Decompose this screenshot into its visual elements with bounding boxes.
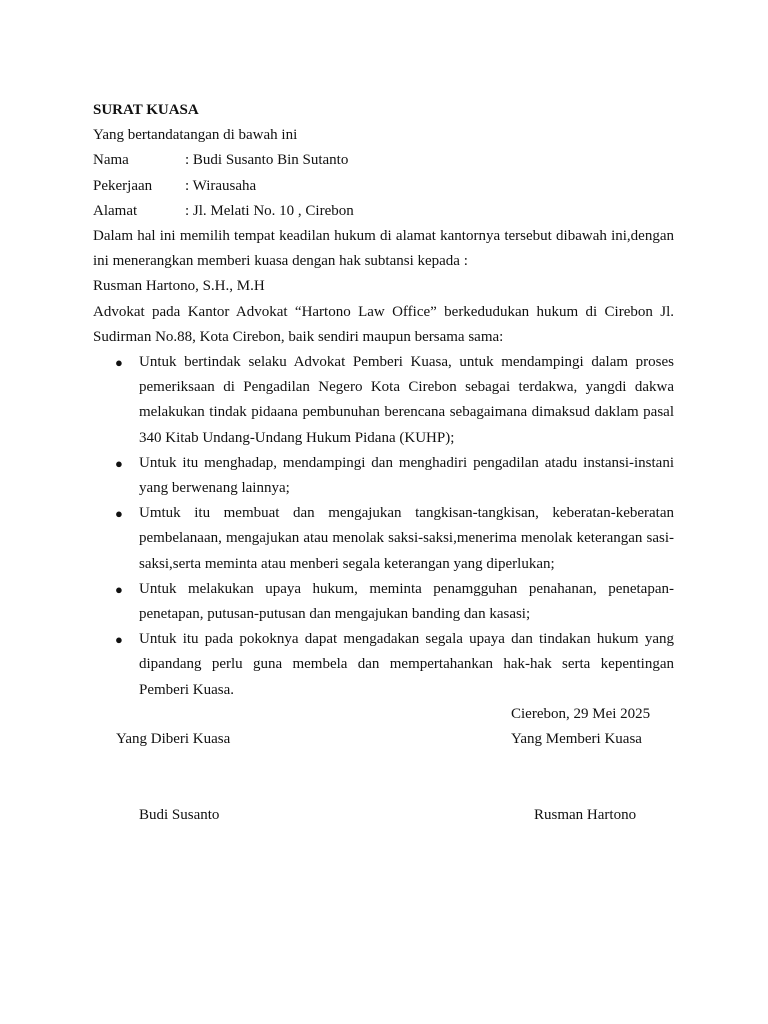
recipient-signer-name: Budi Susanto: [139, 807, 220, 823]
list-item-text: Untuk itu menghadap, mendampingi dan menghadiri pengadilan atadu instansi-instani yang berwenang lainnya;: [139, 454, 674, 497]
identity-value: : Budi Susanto Bin Sutanto: [185, 152, 349, 169]
list-item: [93, 350, 674, 451]
identity-row-name: [93, 148, 674, 173]
identity-row-address: [93, 199, 674, 224]
letter-title: SURAT KUASA: [93, 102, 199, 118]
grantor-signer-name: Rusman Hartono: [534, 807, 637, 823]
identity-value: : Wirausaha: [185, 177, 257, 194]
statement-paragraph: Dalam hal ini memilih tempat keadilan hukum di alamat kantornya tersebut dibawah ini,dengan ini menerangkan memberi kuasa dengan hak subtansi kepada :: [93, 228, 674, 270]
list-item-text: Untuk itu pada pokoknya dapat mengadakan segala upaya dan tindakan hukum yang dipandang perlu guna membela dan mempertahankan hak-hak serta kepentingan Pemberi Kuasa.: [139, 631, 674, 698]
attorney-name: Rusman Hartono, S.H., M.H: [93, 278, 265, 295]
bullet-icon: ●: [115, 455, 123, 471]
list-item: [93, 451, 674, 501]
list-item-text: Untuk bertindak selaku Advokat Pemberi Kuasa, untuk mendampingi dalam proses pemeriksaan di Pengadilan Negero Kota Cirebon sebagai terdakwa, yangdi dakwa melakukan tindak pidaana pembunuhan berencana sebagaimana dimaksud daklam pasal 340 Kitab Undang-Undang Hukum Pidana (KUHP);: [139, 354, 674, 446]
identity-row-occupation: [93, 174, 674, 199]
attorney-description: Advokat pada Kantor Advokat “Hartono Law Office” berkedudukan hukum di Cirebon Jl. Sudirman No.88, Kota Cirebon, baik sendiri maupun bersama sama:: [93, 303, 674, 345]
list-item-text: Untuk melakukan upaya hukum, meminta penamgguhan penahanan, penetapan-penetapan, putusan-putusan dan mengajukan banding dan kasasi;: [139, 580, 674, 623]
list-item-text: Umtuk itu membuat dan mengajukan tangkisan-tangkisan, keberatan-keberatan pembelanaan, mengajukan atau menolak saksi-saksi,menerima menolak keterangan sasi-saksi,serta meminta atau menberi segala keterangan yang diperlukan;: [139, 505, 674, 572]
identity-value: : Jl. Melati No. 10 , Cirebon: [185, 202, 354, 219]
bullet-icon: ●: [115, 632, 123, 648]
identity-label: Nama: [93, 152, 129, 169]
recipient-role: Yang Diberi Kuasa: [116, 731, 231, 747]
list-item: [93, 577, 674, 627]
list-item: [93, 627, 674, 703]
identity-label: Alamat: [93, 202, 138, 219]
list-item: [93, 501, 674, 577]
bullet-icon: ●: [115, 506, 123, 522]
grantor-role: Yang Memberi Kuasa: [511, 731, 642, 747]
identity-label: Pekerjaan: [93, 177, 153, 194]
bullet-icon: ●: [115, 355, 123, 371]
place-date: Cierebon, 29 Mei 2025: [511, 706, 651, 722]
intro-line: Yang bertandatangan di bawah ini: [93, 127, 298, 144]
authority-list: [93, 350, 674, 703]
bullet-icon: ●: [115, 581, 123, 597]
letter-body: [93, 98, 674, 703]
